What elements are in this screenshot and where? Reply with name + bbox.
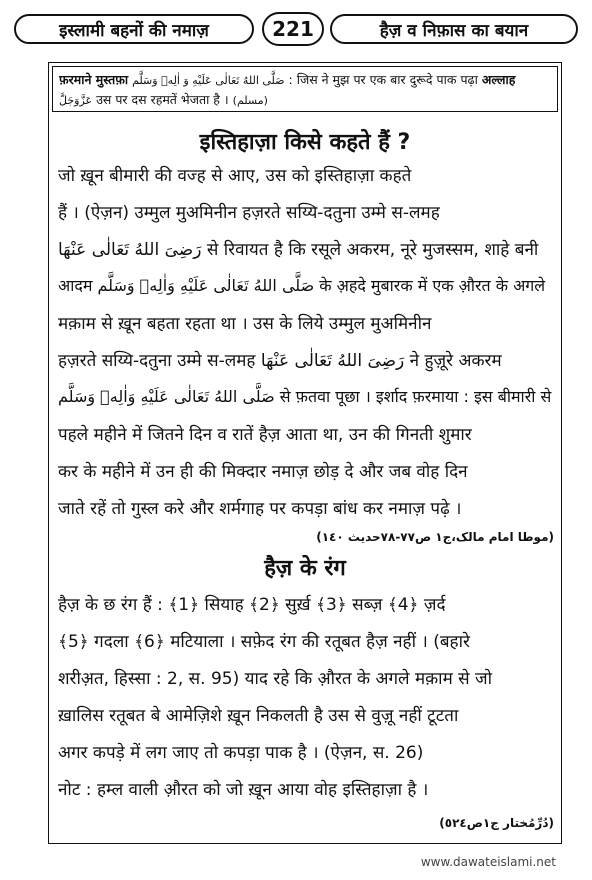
body-line: मक़ाम से ख़ून बहता रहता था । उस के लिये उम्मुल मुअमिनीन (58, 314, 432, 334)
body-line: ﴾5﴿ गदला ﴾6﴿ मटियाला । सफ़ेद रंग की रतूबत हैज़ नहीं । (बहारे (58, 632, 470, 652)
body-line: जो ख़ून बीमारी की वज्ह से आए, उस को इस्तिहाज़ा कहते (58, 166, 412, 186)
body-line: हैज़ के छ रंग हैं : ﴾1﴿ सियाह ﴾2﴿ सुर्ख़ ﴾3﴿ सब्ज़ ﴾4﴿ ज़र्द (58, 595, 446, 615)
body-line: आदम صَلَّی اللهُ تَعَالٰی عَلَیْهِ وَاٰلِهٖ وَسَلَّم के अ़हदे मुबारक में एक औ़रत के अगले (58, 276, 546, 295)
body-line: हैं । (ऐज़न) उम्मुल मुअमिनीन हज़रते सय्यि-दतुना उम्मे स-लमह (58, 203, 440, 223)
website-footer: www.dawateislami.net (420, 855, 556, 869)
quote-bold-end: अल्लाह (481, 72, 516, 87)
quote-line-2 (59, 90, 551, 110)
book-title: इस्लामी बहनों की नमाज़ (14, 14, 254, 44)
salutation-arabic: صَلَّى اللهُ تَعَالٰى عَلَيْهِ وَ اٰلِهٖ وَسَلَّم (132, 74, 285, 87)
reference-muwatta: (موطا امام مالک،ج١ ص٧٧-٧٨حدیث ١٤٠) (316, 530, 554, 544)
quote-text-2: उस पर दस रहमतें भेजता है । (96, 92, 229, 107)
body-line: जाते रहें तो गुस्ल करे और शर्मगाह पर कपड़ा बांध कर नमाज़ पढ़े । (58, 499, 462, 519)
quote-text-1: : जिस ने मुझ पर एक बार दुरूदे पाक पढ़ा (288, 72, 478, 87)
body-line: صَلَّی اللهُ تَعَالٰی عَلَیْهِ وَاٰلِهٖ وَسَلَّم से फ़तवा पूछा । इर्शाद फ़रमाया : इस बीमारी से (58, 387, 552, 406)
chapter-title: हैज़ व निफ़ास का बयान (330, 14, 578, 44)
quote-arabic-2: عَزَّوَجَلَّ (59, 94, 93, 107)
body-line: पहले महीने में जितने दिन व रातें हैज़ आता था, उन की गिनती शुमार (58, 425, 472, 445)
section-heading-istihaza: इस्तिहाज़ा किसे कहते हैं ? (199, 130, 411, 155)
body-line: ख़ालिस रतूबत बे आमेज़िशे ख़ून निकलती है उस से वुज़ू नहीं टूटता (58, 706, 459, 726)
body-line: कर के महीने में उन ही की मिक्दार नमाज़ छोड़ दे और जब वोह दिन (58, 462, 468, 482)
section-heading-colors: हैज़ के रंग (264, 556, 346, 581)
quote-ref: (مسلم) (232, 94, 268, 107)
quote-line-1 (59, 70, 551, 90)
page-number: 221 (262, 12, 324, 46)
body-line: رَضِیَ اللهُ تَعَالٰی عَنْهَا से रिवायत है कि रसूले अकरम, नूरे मुजस्सम, शाहे बनी (58, 240, 539, 260)
body-line: अगर कपड़े में लग जाए तो कपड़ा पाक है । (ऐज़न, स. 26) (58, 743, 424, 763)
reference-durr-mukhtar: (دُرِّمُختار ج١ص٥٢٤) (439, 816, 554, 830)
body-line: हज़रते सय्यि-दतुना उम्मे स-लमह رَضِیَ اللهُ تَعَالٰی عَنْهَا ने हुज़ूरे अकरम (58, 351, 502, 371)
quote-speaker: फ़रमाने मुस्तफ़ा (59, 72, 129, 87)
hadith-quote-box (52, 66, 558, 112)
body-line: शरीअ़त, हिस्सा : 2, स. 95) याद रहे कि औ़रत के अगले मक़ाम से जो (58, 669, 493, 689)
note-line: नोट : हम्ल वाली औ़रत को जो ख़ून आया वोह इस्तिहाज़ा है । (58, 780, 429, 800)
